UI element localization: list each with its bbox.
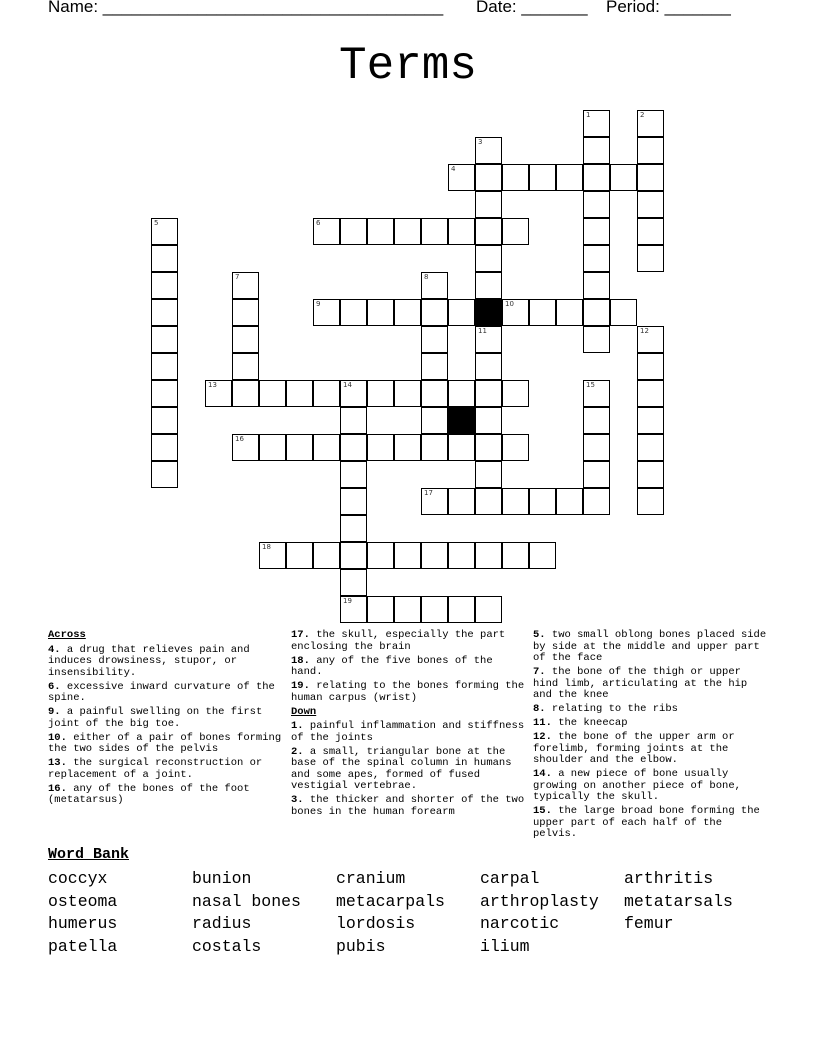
crossword-cell[interactable] xyxy=(367,380,394,407)
crossword-cell[interactable] xyxy=(475,407,502,434)
crossword-cell[interactable] xyxy=(421,434,448,461)
crossword-cell[interactable] xyxy=(367,299,394,326)
clue-number: 14 xyxy=(343,381,352,389)
crossword-cell[interactable] xyxy=(502,164,529,191)
crossword-cell[interactable] xyxy=(529,299,556,326)
word-bank-word: metacarpals xyxy=(336,892,445,911)
crossword-cell[interactable] xyxy=(394,596,421,623)
crossword-cell[interactable] xyxy=(421,596,448,623)
word-bank-word: osteoma xyxy=(48,892,118,911)
down-clue-11: 11. the kneecap xyxy=(533,717,628,729)
crossword-cell[interactable] xyxy=(448,596,475,623)
crossword-cell[interactable] xyxy=(448,299,475,326)
crossword-cell[interactable] xyxy=(448,434,475,461)
across-clue-4: 4. a drug that relieves pain and induces drowsiness, stupor, or insensibility. xyxy=(48,643,250,679)
crossword-cell[interactable] xyxy=(637,488,664,515)
across-clue-18: 18. any of the five bones of the hand. xyxy=(291,654,493,678)
word-bank-word: cranium xyxy=(336,869,406,888)
crossword-cell[interactable] xyxy=(583,407,610,434)
crossword-cell[interactable] xyxy=(340,488,367,515)
across-clue-6: 6. excessive inward curvature of the spine. xyxy=(48,680,275,704)
crossword-cell[interactable] xyxy=(151,407,178,434)
crossword-cell[interactable] xyxy=(421,542,448,569)
crossword-cell[interactable] xyxy=(583,191,610,218)
crossword-cell[interactable] xyxy=(313,542,340,569)
down-clue-7: 7. the bone of the thigh or upper hind limb, articulating at the hip and the knee xyxy=(533,666,748,701)
crossword-cell[interactable] xyxy=(151,353,178,380)
crossword-cell[interactable] xyxy=(259,434,286,461)
word-bank-word: pubis xyxy=(336,937,386,956)
crossword-cell[interactable] xyxy=(502,542,529,569)
across-heading: Across xyxy=(48,629,86,641)
crossword-cell[interactable] xyxy=(448,218,475,245)
crossword-cell[interactable] xyxy=(232,326,259,353)
crossword-cell[interactable] xyxy=(313,380,340,407)
across-clue-16: 16. any of the bones of the foot (metatarsus) xyxy=(48,782,250,806)
crossword-cell[interactable] xyxy=(475,218,502,245)
across-clue-10: 10. either of a pair of bones forming the two sides of the pelvis xyxy=(48,731,282,755)
word-bank-word: coccyx xyxy=(48,869,108,888)
clue-number: 6 xyxy=(316,219,321,227)
word-bank-word: arthroplasty xyxy=(480,892,599,911)
crossword-cell[interactable] xyxy=(394,218,421,245)
clue-number: 9 xyxy=(316,300,321,308)
down-clue-2: 2. a small, triangular bone at the base of the spinal column in humans and some apes, formed of fused vestigial vertebrae. xyxy=(291,745,512,792)
crossword-cell[interactable] xyxy=(475,542,502,569)
date-field[interactable]: Date: _______ xyxy=(476,0,588,16)
crossword-cell[interactable] xyxy=(475,272,502,299)
crossword-cell[interactable] xyxy=(556,488,583,515)
clue-number: 8 xyxy=(424,273,429,281)
clue-number: 4 xyxy=(451,165,456,173)
across-clue-13: 13. the surgical reconstruction or replacement of a joint. xyxy=(48,757,263,781)
clue-number: 10 xyxy=(505,300,514,308)
crossword-cell[interactable] xyxy=(421,299,448,326)
crossword-cell[interactable] xyxy=(340,218,367,245)
crossword-cell[interactable] xyxy=(205,380,232,407)
crossword-cell[interactable] xyxy=(583,218,610,245)
crossword-cell[interactable] xyxy=(340,569,367,596)
crossword-cell[interactable] xyxy=(232,272,259,299)
crossword-cell[interactable] xyxy=(583,245,610,272)
crossword-cell[interactable] xyxy=(232,380,259,407)
crossword-cell[interactable] xyxy=(637,353,664,380)
crossword-cell[interactable] xyxy=(421,488,448,515)
crossword-cell[interactable] xyxy=(151,272,178,299)
crossword-cell[interactable] xyxy=(475,596,502,623)
crossword-cell[interactable] xyxy=(529,164,556,191)
crossword-cell[interactable] xyxy=(421,353,448,380)
word-bank-title: Word Bank xyxy=(48,846,130,863)
crossword-cell[interactable] xyxy=(367,542,394,569)
crossword-cell[interactable] xyxy=(232,299,259,326)
crossword-cell[interactable] xyxy=(502,218,529,245)
clues-column-middle xyxy=(291,630,527,821)
crossword-cell[interactable] xyxy=(475,191,502,218)
crossword-cell[interactable] xyxy=(475,488,502,515)
crossword-cell[interactable] xyxy=(637,137,664,164)
crossword-cell[interactable] xyxy=(556,164,583,191)
clue-number: 17 xyxy=(424,489,433,497)
crossword-cell[interactable] xyxy=(394,299,421,326)
crossword-cell[interactable] xyxy=(340,596,367,623)
clue-number: 1 xyxy=(586,111,591,119)
crossword-cell[interactable] xyxy=(583,434,610,461)
crossword-cell[interactable] xyxy=(340,299,367,326)
down-clue-5: 5. two small oblong bones placed side by side at the middle and upper part of the face xyxy=(533,629,767,664)
crossword-cell[interactable] xyxy=(475,380,502,407)
clue-number: 5 xyxy=(154,219,159,227)
crossword-cell[interactable] xyxy=(583,326,610,353)
crossword-cell[interactable] xyxy=(637,461,664,488)
down-clue-8: 8. relating to the ribs xyxy=(533,703,678,715)
crossword-cell[interactable] xyxy=(394,434,421,461)
clue-number: 11 xyxy=(478,327,487,335)
name-field[interactable]: Name: ____________________________________ xyxy=(48,0,444,16)
crossword-cell[interactable] xyxy=(421,407,448,434)
crossword-cell[interactable] xyxy=(502,380,529,407)
crossword-cell[interactable] xyxy=(529,542,556,569)
word-bank-word: arthritis xyxy=(624,869,714,888)
crossword-cell[interactable] xyxy=(475,353,502,380)
crossword-cell[interactable] xyxy=(502,488,529,515)
crossword-cell[interactable] xyxy=(529,488,556,515)
crossword-cell[interactable] xyxy=(475,326,502,353)
crossword-cell[interactable] xyxy=(421,326,448,353)
crossword-cell[interactable] xyxy=(286,380,313,407)
crossword-cell[interactable] xyxy=(313,434,340,461)
clue-number: 2 xyxy=(640,111,645,119)
word-bank-word: lordosis xyxy=(336,914,416,933)
crossword-cell[interactable] xyxy=(313,218,340,245)
crossword-cell[interactable] xyxy=(583,137,610,164)
crossword-cell[interactable] xyxy=(340,380,367,407)
crossword-cell[interactable] xyxy=(232,353,259,380)
crossword-cell[interactable] xyxy=(448,542,475,569)
word-bank-word: carpal xyxy=(480,869,540,888)
down-clue-12: 12. the bone of the upper arm or forelimb, forming joints at the shoulder and the elbow. xyxy=(533,731,735,766)
crossword-cell[interactable] xyxy=(151,218,178,245)
crossword-cell[interactable] xyxy=(502,299,529,326)
across-clue-9: 9. a painful swelling on the first joint of the big toe. xyxy=(48,706,263,730)
word-bank-word: metatarsals xyxy=(624,892,733,911)
word-bank-word: patella xyxy=(48,937,118,956)
crossword-cell[interactable] xyxy=(286,434,313,461)
crossword-cell[interactable] xyxy=(367,434,394,461)
crossword-cell[interactable] xyxy=(421,218,448,245)
crossword-cell[interactable] xyxy=(556,299,583,326)
crossword-cell[interactable] xyxy=(475,164,502,191)
crossword-cell[interactable] xyxy=(259,380,286,407)
down-clue-1: 1. painful inflammation and stiffness of the joints xyxy=(291,720,525,744)
crossword-cell[interactable] xyxy=(394,542,421,569)
word-bank-word: costals xyxy=(192,937,262,956)
crossword-cell[interactable] xyxy=(583,272,610,299)
word-bank-word: narcotic xyxy=(480,914,560,933)
crossword-cell[interactable] xyxy=(637,218,664,245)
crossword-cell[interactable] xyxy=(475,137,502,164)
clue-number: 18 xyxy=(262,543,271,551)
crossword-cell[interactable] xyxy=(637,110,664,137)
crossword-cell[interactable] xyxy=(340,515,367,542)
crossword-cell[interactable] xyxy=(151,245,178,272)
crossword-cell[interactable] xyxy=(475,434,502,461)
crossword-cell[interactable] xyxy=(637,380,664,407)
crossword-cell[interactable] xyxy=(448,164,475,191)
crossword-cell[interactable] xyxy=(259,542,286,569)
clue-number: 7 xyxy=(235,273,240,281)
clue-number: 16 xyxy=(235,435,244,443)
black-square xyxy=(475,299,502,326)
crossword-cell[interactable] xyxy=(637,326,664,353)
crossword-cell[interactable] xyxy=(367,218,394,245)
crossword-cell[interactable] xyxy=(502,434,529,461)
word-bank-word: humerus xyxy=(48,914,118,933)
crossword-cell[interactable] xyxy=(340,461,367,488)
clue-number: 13 xyxy=(208,381,217,389)
crossword-cell[interactable] xyxy=(583,299,610,326)
crossword-cell[interactable] xyxy=(637,245,664,272)
clue-number: 3 xyxy=(478,138,483,146)
crossword-cell[interactable] xyxy=(394,380,421,407)
black-square xyxy=(448,407,475,434)
crossword-cell[interactable] xyxy=(448,488,475,515)
across-clue-19: 19. relating to the bones forming the human carpus (wrist) xyxy=(291,680,525,704)
crossword-cell[interactable] xyxy=(286,542,313,569)
crossword-cell[interactable] xyxy=(583,380,610,407)
crossword-cell[interactable] xyxy=(340,542,367,569)
crossword-cell[interactable] xyxy=(151,299,178,326)
down-clues-column xyxy=(533,630,769,843)
crossword-cell[interactable] xyxy=(583,164,610,191)
crossword-cell[interactable] xyxy=(448,380,475,407)
crossword-cell[interactable] xyxy=(340,407,367,434)
crossword-cell[interactable] xyxy=(151,434,178,461)
crossword-cell[interactable] xyxy=(610,164,637,191)
word-bank-word: nasal bones xyxy=(192,892,301,911)
across-clues-column xyxy=(48,630,284,809)
down-clue-14: 14. a new piece of bone usually growing on another piece of bone, typically the skull. xyxy=(533,768,741,803)
crossword-cell[interactable] xyxy=(367,596,394,623)
down-clue-3: 3. the thicker and shorter of the two bones in the human forearm xyxy=(291,794,525,818)
crossword-cell[interactable] xyxy=(151,380,178,407)
clue-number: 12 xyxy=(640,327,649,335)
crossword-cell[interactable] xyxy=(232,434,259,461)
crossword-cell[interactable] xyxy=(475,245,502,272)
clue-number: 15 xyxy=(586,381,595,389)
crossword-cell[interactable] xyxy=(583,488,610,515)
crossword-cell[interactable] xyxy=(421,272,448,299)
crossword-cell[interactable] xyxy=(610,299,637,326)
crossword-cell[interactable] xyxy=(637,164,664,191)
clue-number: 19 xyxy=(343,597,352,605)
crossword-cell[interactable] xyxy=(421,380,448,407)
period-field[interactable]: Period: _______ xyxy=(606,0,731,16)
crossword-cell[interactable] xyxy=(313,299,340,326)
across-clue-17: 17. the skull, especially the part enclosing the brain xyxy=(291,629,506,653)
down-clue-15: 15. the large broad bone forming the upper part of each half of the pelvis. xyxy=(533,805,760,840)
word-bank-word: ilium xyxy=(480,937,530,956)
word-bank-word: femur xyxy=(624,914,674,933)
page-title: Terms xyxy=(338,40,478,92)
crossword-cell[interactable] xyxy=(151,326,178,353)
crossword-cell[interactable] xyxy=(151,461,178,488)
crossword-cell[interactable] xyxy=(583,110,610,137)
crossword-cell[interactable] xyxy=(637,407,664,434)
word-bank-word: radius xyxy=(192,914,252,933)
crossword-cell[interactable] xyxy=(475,461,502,488)
word-bank-word: bunion xyxy=(192,869,252,888)
crossword-cell[interactable] xyxy=(340,434,367,461)
crossword-cell[interactable] xyxy=(637,191,664,218)
down-heading: Down xyxy=(291,705,317,718)
crossword-cell[interactable] xyxy=(637,434,664,461)
crossword-cell[interactable] xyxy=(583,461,610,488)
